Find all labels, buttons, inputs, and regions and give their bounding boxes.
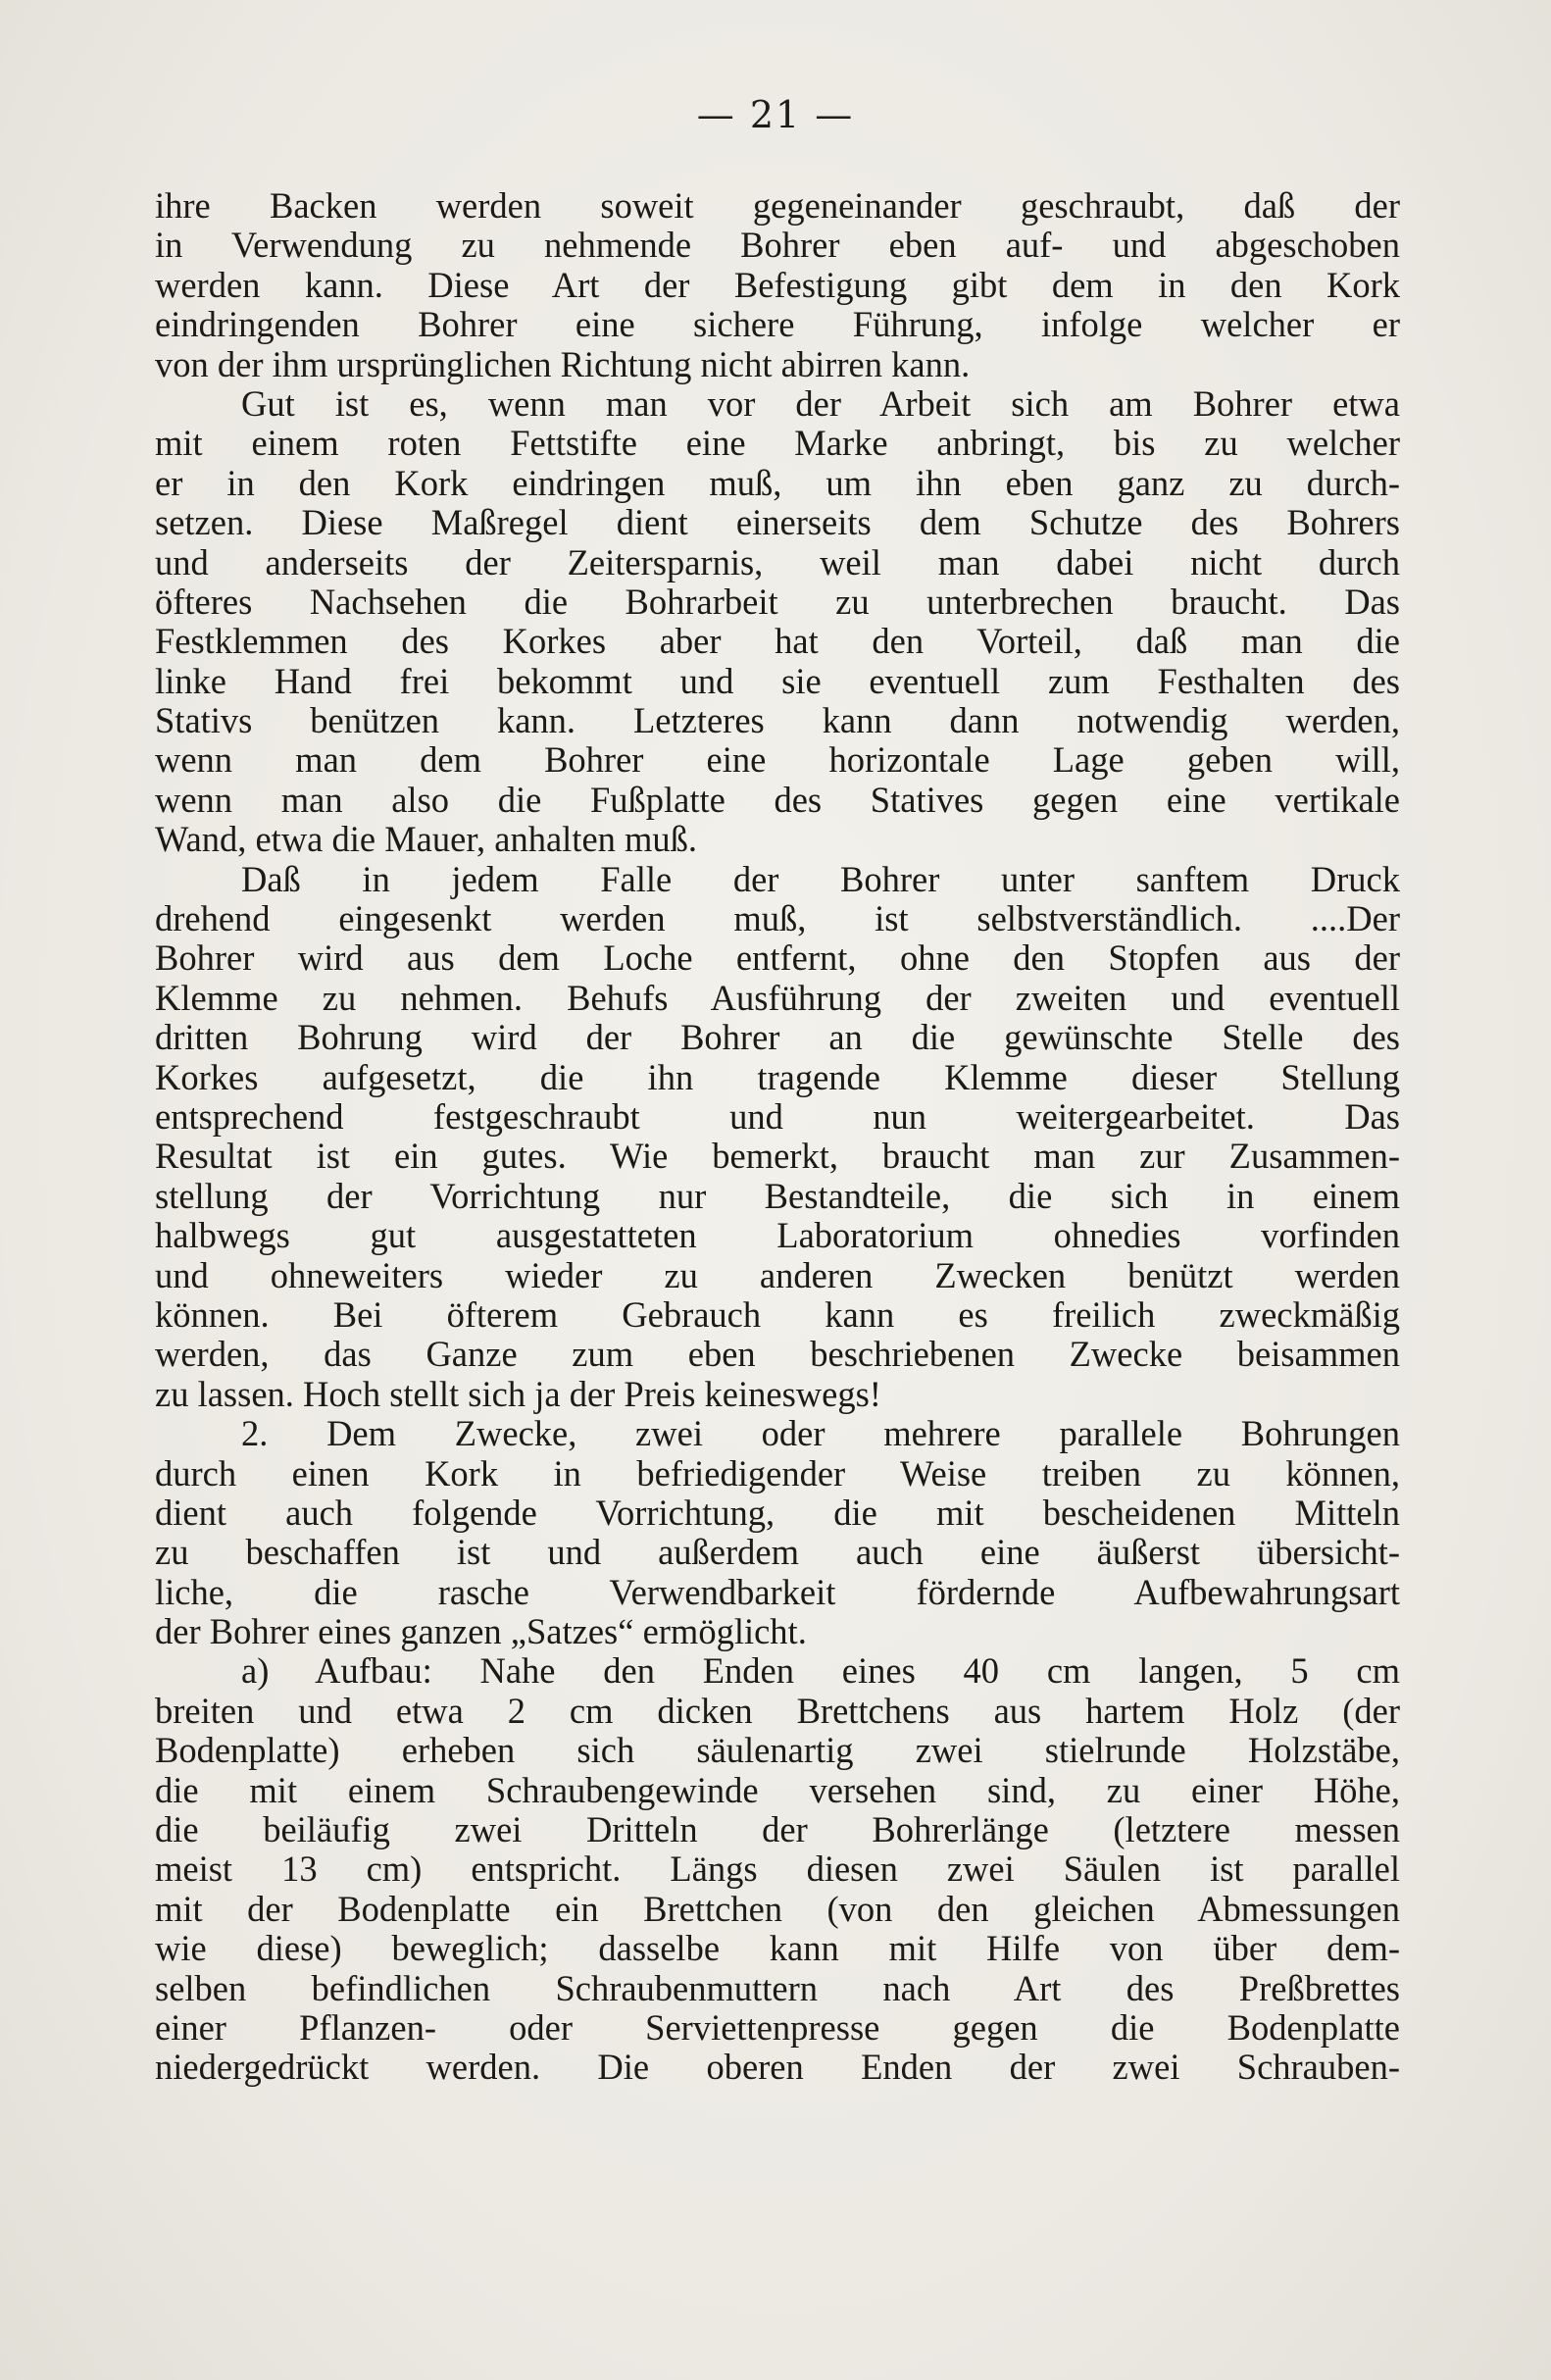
- text-line: durch einen Kork in befriedigender Weise treiben zu können,: [155, 1452, 1400, 1494]
- text-line: Wand, etwa die Mauer, anhalten muß.: [155, 819, 698, 860]
- text-line: niedergedrückt werden. Die oberen Enden der zwei Schrauben-: [155, 2047, 1400, 2088]
- text-line: linke Hand frei bekommt und sie eventuell zum Festhalten des: [155, 660, 1400, 701]
- text-line: setzen. Diese Maßregel dient einerseits dem Schutze des Bohrers: [155, 502, 1400, 543]
- text-line: die mit einem Schraubengewinde versehen sind, zu einer Höhe,: [155, 1769, 1400, 1810]
- text-line: von der ihm ursprünglichen Richtung nicht abirren kann.: [155, 343, 971, 384]
- text-line: zu beschaffen ist und außerdem auch eine äußerst übersicht-: [155, 1532, 1400, 1573]
- text-line: dritten Bohrung wird der Bohrer an die gewünschte Stelle des: [155, 1017, 1400, 1058]
- text-line: breiten und etwa 2 cm dicken Brettchens aus hartem Holz (der: [155, 1690, 1400, 1731]
- text-line: der Bohrer eines ganzen „Satzes“ ermöglicht.: [155, 1611, 807, 1652]
- text-line: 2. Dem Zwecke, zwei oder mehrere parallele Bohrungen: [241, 1413, 1400, 1454]
- text-line: zu lassen. Hoch stellt sich ja der Preis keineswegs!: [155, 1373, 881, 1414]
- text-line: einer Pflanzen- oder Serviettenpresse gegen die Bodenplatte: [155, 2006, 1400, 2048]
- text-line: halbwegs gut ausgestatteten Laboratorium ohnedies vorfinden: [155, 1215, 1400, 1256]
- text-line: Resultat ist ein gutes. Wie bemerkt, braucht man zur Zusammen-: [155, 1136, 1400, 1177]
- text-line: die beiläufig zwei Dritteln der Bohrerlänge (letztere messen: [155, 1809, 1400, 1850]
- text-line: entsprechend festgeschraubt und nun weitergearbeitet. Das: [155, 1095, 1400, 1137]
- page-number: — 21 —: [696, 93, 855, 136]
- text-line: mit einem roten Fettstifte eine Marke anbringt, bis zu welcher: [155, 423, 1400, 464]
- text-line: mit der Bodenplatte ein Brettchen (von den gleichen Abmessungen: [155, 1888, 1400, 1929]
- text-line: Korkes aufgesetzt, die ihn tragende Klemme dieser Stellung: [155, 1056, 1400, 1097]
- text-line: Klemme zu nehmen. Behufs Ausführung der zweiten und eventuell: [155, 977, 1400, 1018]
- text-line: dient auch folgende Vorrichtung, die mit bescheidenen Mitteln: [155, 1492, 1400, 1533]
- text-line: werden kann. Diese Art der Befestigung gibt dem in den Kork: [155, 264, 1400, 305]
- body-text: [155, 186, 1400, 2088]
- text-line: drehend eingesenkt werden muß, ist selbstverständlich. ....Der: [155, 898, 1400, 939]
- text-line: werden, das Ganze zum eben beschriebenen Zwecke beisammen: [155, 1334, 1400, 1375]
- text-line: Bohrer wird aus dem Loche entfernt, ohne den Stopfen aus der: [155, 937, 1400, 979]
- text-line: in Verwendung zu nehmende Bohrer eben auf- und abgeschoben: [155, 225, 1400, 266]
- text-line: Stativs benützen kann. Letzteres kann dann notwendig werden,: [155, 700, 1400, 741]
- text-line: eindringenden Bohrer eine sichere Führung, infolge welcher er: [155, 304, 1400, 345]
- text-line: stellung der Vorrichtung nur Bestandteile, die sich in einem: [155, 1175, 1400, 1216]
- text-line: ihre Backen werden soweit gegeneinander geschraubt, daß der: [155, 185, 1400, 226]
- text-line: und anderseits der Zeitersparnis, weil man dabei nicht durch: [155, 541, 1400, 582]
- text-line: Gut ist es, wenn man vor der Arbeit sich am Bohrer etwa: [241, 382, 1400, 424]
- text-line: Daß in jedem Falle der Bohrer unter sanftem Druck: [241, 858, 1400, 899]
- text-line: können. Bei öfterem Gebrauch kann es freilich zweckmäßig: [155, 1293, 1400, 1335]
- text-line: wenn man dem Bohrer eine horizontale Lage geben will,: [155, 739, 1400, 781]
- text-line: liche, die rasche Verwendbarkeit fördernde Aufbewahrungsart: [155, 1571, 1400, 1612]
- text-line: und ohneweiters wieder zu anderen Zwecken benützt werden: [155, 1254, 1400, 1295]
- text-line: Bodenplatte) erheben sich säulenartig zwei stielrunde Holzstäbe,: [155, 1730, 1400, 1771]
- text-line: er in den Kork eindringen muß, um ihn eben ganz zu durch-: [155, 462, 1400, 503]
- text-line: Festklemmen des Korkes aber hat den Vorteil, daß man die: [155, 621, 1400, 662]
- text-line: wenn man also die Fußplatte des Statives gegen eine vertikale: [155, 779, 1400, 820]
- text-line: selben befindlichen Schraubenmuttern nach Art des Preßbrettes: [155, 1967, 1400, 2008]
- text-line: wie diese) beweglich; dasselbe kann mit Hilfe von über dem-: [155, 1928, 1400, 1969]
- text-line: öfteres Nachsehen die Bohrarbeit zu unterbrechen braucht. Das: [155, 581, 1400, 622]
- text-line: a) Aufbau: Nahe den Enden eines 40 cm langen, 5 cm: [241, 1650, 1400, 1692]
- text-line: meist 13 cm) entspricht. Längs diesen zwei Säulen ist parallel: [155, 1848, 1400, 1890]
